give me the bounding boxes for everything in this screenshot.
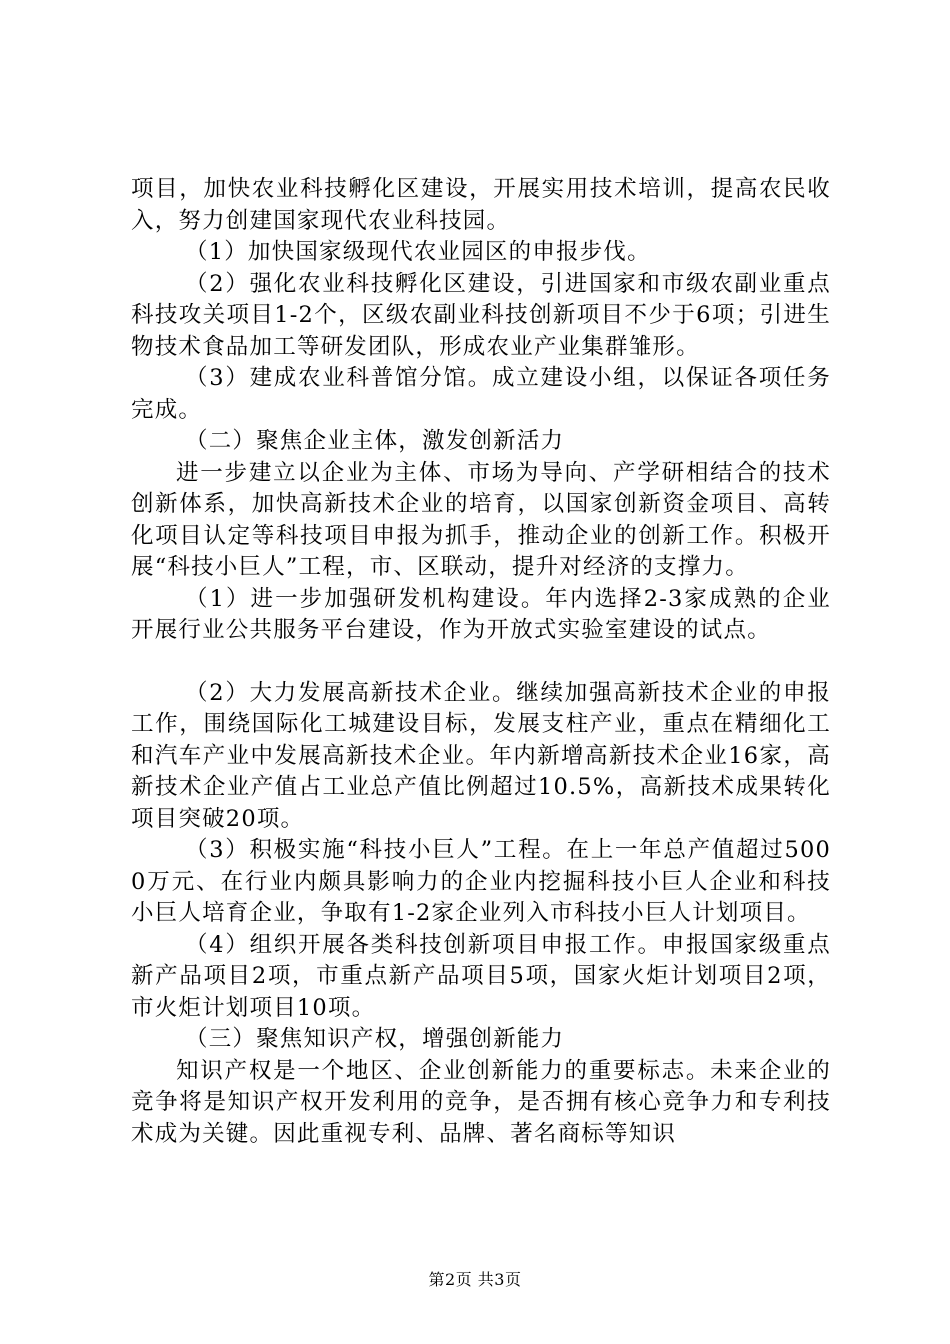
page-footer: 第2页 共3页 <box>428 1270 522 1289</box>
document-body <box>131 174 831 1150</box>
paragraph-section-2-item-2: （2）大力发展高新技术企业。继续加强高新技术企业的申报工作，围绕国际化工城建设目标，发展支柱产业，重点在精细化工和汽车产业中发展高新技术企业。年内新增高新技术企业16家，高新技术企业产值占工业总产值比例超过10.5%，高新技术成果转化项目突破20项。 <box>131 679 831 832</box>
paragraph-section-2-body: 进一步建立以企业为主体、市场为导向、产学研相结合的技术创新体系，加快高新技术企业的培育，以国家创新资金项目、高转化项目认定等科技项目申报为抓手，推动企业的创新工作。积极开展“科技小巨人”工程，市、区联动，提升对经济的支撑力。 <box>131 459 831 580</box>
paragraph-item-1: （1）加快国家级现代农业园区的申报步伐。 <box>185 239 651 265</box>
paragraph-item-2: （2）强化农业科技孵化区建设，引进国家和市级农副业重点科技攻关项目1-2个，区级农副业科技创新项目不少于6项；引进生物技术食品加工等研发团队，形成农业产业集群雏形。 <box>131 270 831 360</box>
paragraph-section-3-body: 知识产权是一个地区、企业创新能力的重要标志。未来企业的竞争将是知识产权开发利用的竞争，是否拥有核心竞争力和专利技术成为关键。因此重视专利、品牌、著名商标等知识 <box>131 1057 831 1147</box>
paragraph-section-2-item-1: （1）进一步加强研发机构建设。年内选择2-3家成熟的企业开展行业公共服务平台建设，作为开放式实验室建设的试点。 <box>131 585 831 643</box>
section-heading-2: （二）聚焦企业主体，激发创新活力 <box>185 428 565 454</box>
paragraph-section-2-item-4: （4）组织开展各类科技创新项目申报工作。申报国家级重点新产品项目2项，市重点新产品项目5项，国家火炬计划项目2项，市火炬计划项目10项。 <box>131 931 831 1021</box>
section-heading-3: （三）聚焦知识产权，增强创新能力 <box>185 1026 565 1052</box>
paragraph-item-3: （3）建成农业科普馆分馆。成立建设小组，以保证各项任务完成。 <box>131 365 831 423</box>
paragraph-intro-continued: 项目，加快农业科技孵化区建设，开展实用技术培训，提高农民收入，努力创建国家现代农业科技园。 <box>131 176 831 234</box>
blank-line <box>131 647 831 678</box>
paragraph-section-2-item-3: （3）积极实施“科技小巨人”工程。在上一年总产值超过5000万元、在行业内颇具影响力的企业内挖掘科技小巨人企业和科技小巨人培育企业，争取有1-2家企业列入市科技小巨人计划项目。 <box>131 837 831 926</box>
